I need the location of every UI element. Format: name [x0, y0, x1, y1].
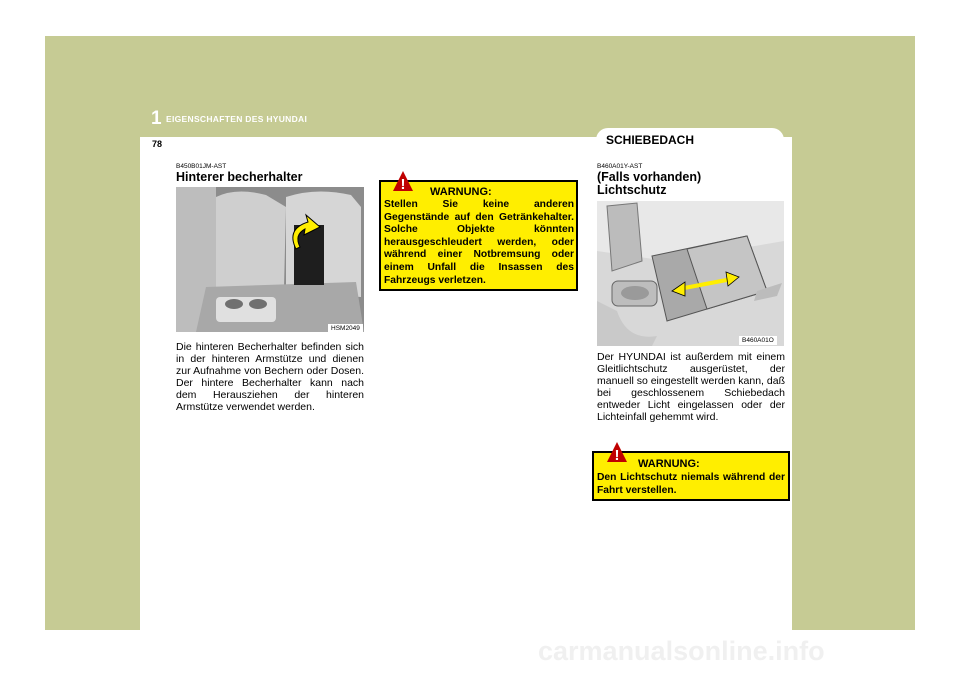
body-paragraph: Der HYUNDAI ist außerdem mit einem Gleitlichtschutz ausgerüstet, der manuell so eingestellt werden kann, daß bei geschlossenem Schiebedach entweder Licht eingelassen oder der Lichteinfall gehemmt wird. [597, 351, 785, 423]
warning-icon [392, 170, 414, 192]
warning-icon [606, 441, 628, 463]
warning-title: WARNUNG: [430, 186, 492, 198]
body-paragraph: Die hinteren Becherhalter befinden sich in der hinteren Armstütze und dienen zur Aufnahme von Bechern oder Dosen. Der hintere Becherhalter kann nach dem Herausziehen der hinteren Armstütze verwendet werden. [176, 341, 364, 413]
section-heading: Lichtschutz [597, 183, 667, 197]
chapter-number: 1 [151, 108, 162, 129]
warning-text: Den Lichtschutz niemals während der Fahrt verstellen. [597, 472, 785, 496]
warning-title: WARNUNG: [638, 458, 700, 470]
svg-text:!: ! [614, 447, 620, 463]
chapter-title: EIGENSCHAFTEN DES HYUNDAI [166, 114, 308, 124]
section-heading: Hinterer becherhalter [176, 170, 303, 184]
warning-text: Stellen Sie keine anderen Gegenstände auf den Getränkehalter. Solche Objekte könnten herausgeschleudert werden, oder während einer Notbremsung oder einem Unfall die Insassen des Fahrzeugs verletzen. [384, 199, 574, 286]
section-code: B460A01Y-AST [597, 163, 643, 170]
section-code: B450B01JM-AST [176, 163, 227, 170]
image-label: B460A01O [739, 336, 777, 345]
section-heading-prefix: (Falls vorhanden) [597, 170, 702, 184]
image-label: HSM2049 [328, 324, 363, 333]
watermark: carmanualsonline.info [538, 636, 825, 666]
svg-text:!: ! [400, 176, 406, 192]
rear-seat-cupholder-photo [176, 187, 364, 332]
sunroof-sunshade-illustration [597, 201, 784, 346]
section-title: SCHIEBEDACH [606, 133, 695, 147]
page-number: 78 [152, 139, 163, 149]
